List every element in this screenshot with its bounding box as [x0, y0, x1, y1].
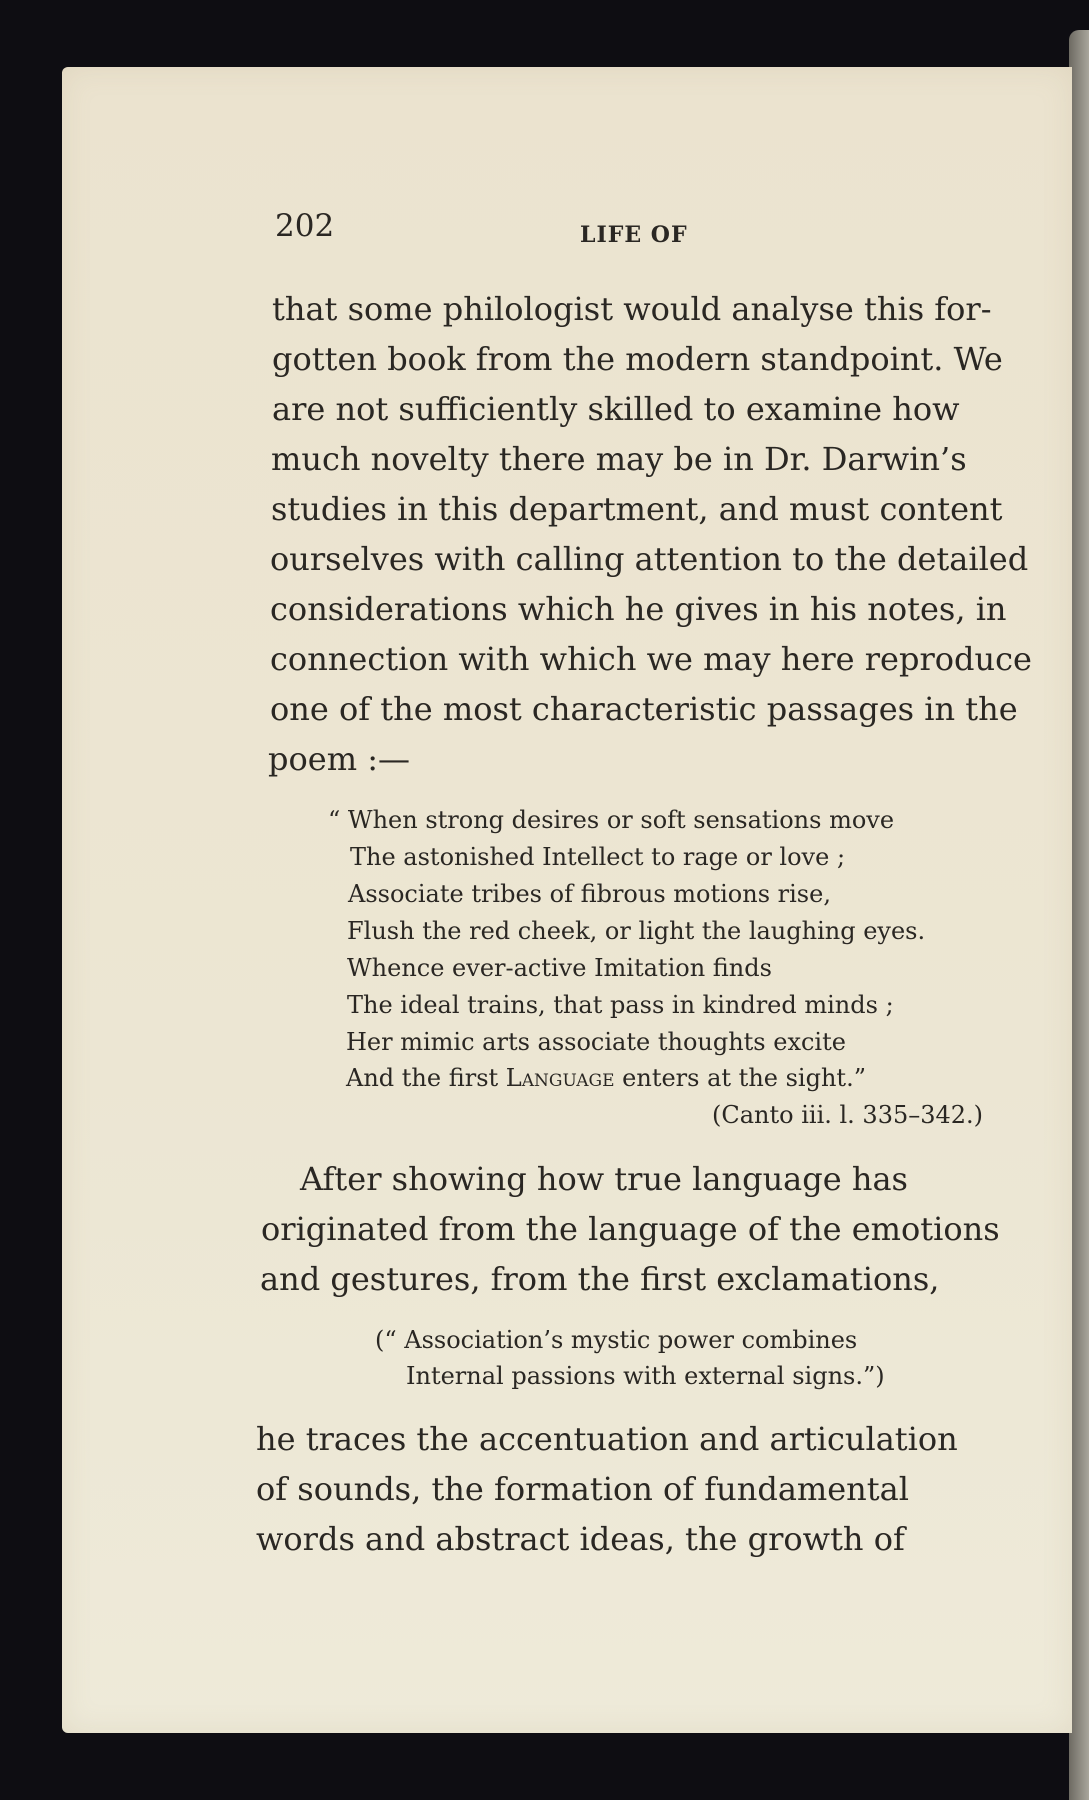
- verse-line: The astonished Intellect to rage or love ;: [350, 843, 846, 871]
- paragraph-3-line: words and abstract ideas, the growth of: [256, 1520, 905, 1558]
- verse-line: Flush the red cheek, or light the laughing eyes.: [347, 917, 926, 945]
- verse-line: “ When strong desires or soft sensations move: [328, 806, 895, 834]
- paragraph-2-line: and gestures, from the first exclamations,: [260, 1260, 940, 1298]
- citation: (Canto iii. l. 335–342.): [712, 1101, 984, 1129]
- verse-line: Internal passions with external signs.”): [406, 1362, 885, 1390]
- paragraph-1-line: considerations which he gives in his notes, in: [270, 590, 1007, 628]
- page-number: 202: [275, 208, 335, 244]
- verse-line: Whence ever-active Imitation finds: [347, 954, 772, 982]
- verse-text: And the first: [346, 1064, 506, 1092]
- verse-text: enters at the sight.”: [614, 1064, 866, 1092]
- verse-line: The ideal trains, that pass in kindred minds ;: [347, 991, 894, 1019]
- paragraph-1-line: gotten book from the modern standpoint. We: [272, 340, 1003, 378]
- paragraph-1-line: much novelty there may be in Dr. Darwin’s: [271, 440, 967, 478]
- verse-smallcaps-word: Language: [505, 1064, 615, 1092]
- paragraph-3-line: of sounds, the formation of fundamental: [256, 1470, 909, 1508]
- verse-line: (“ Association’s mystic power combines: [375, 1326, 858, 1354]
- verse-line-last: [346, 1064, 866, 1092]
- next-page-edge: [1069, 30, 1089, 1800]
- verse-line: Her mimic arts associate thoughts excite: [346, 1028, 846, 1056]
- verse-line: Associate tribes of fibrous motions rise,: [348, 880, 831, 908]
- paragraph-1-line: connection with which we may here reproduce: [270, 640, 1032, 678]
- paragraph-2-line: After showing how true language has: [300, 1160, 908, 1198]
- paragraph-1-line: ourselves with calling attention to the detailed: [270, 540, 1029, 578]
- paragraph-3-line: he traces the accentuation and articulation: [256, 1420, 958, 1458]
- paragraph-1-line: poem :—: [268, 740, 410, 778]
- paragraph-2-line: originated from the language of the emotions: [261, 1210, 1000, 1248]
- paragraph-1-line: that some philologist would analyse this for-: [272, 290, 992, 328]
- paragraph-1-line: are not sufficiently skilled to examine how: [272, 390, 960, 428]
- paragraph-1-line: studies in this department, and must content: [271, 490, 1003, 528]
- paragraph-1-line: one of the most characteristic passages in the: [270, 690, 1018, 728]
- running-title: LIFE OF: [580, 222, 688, 248]
